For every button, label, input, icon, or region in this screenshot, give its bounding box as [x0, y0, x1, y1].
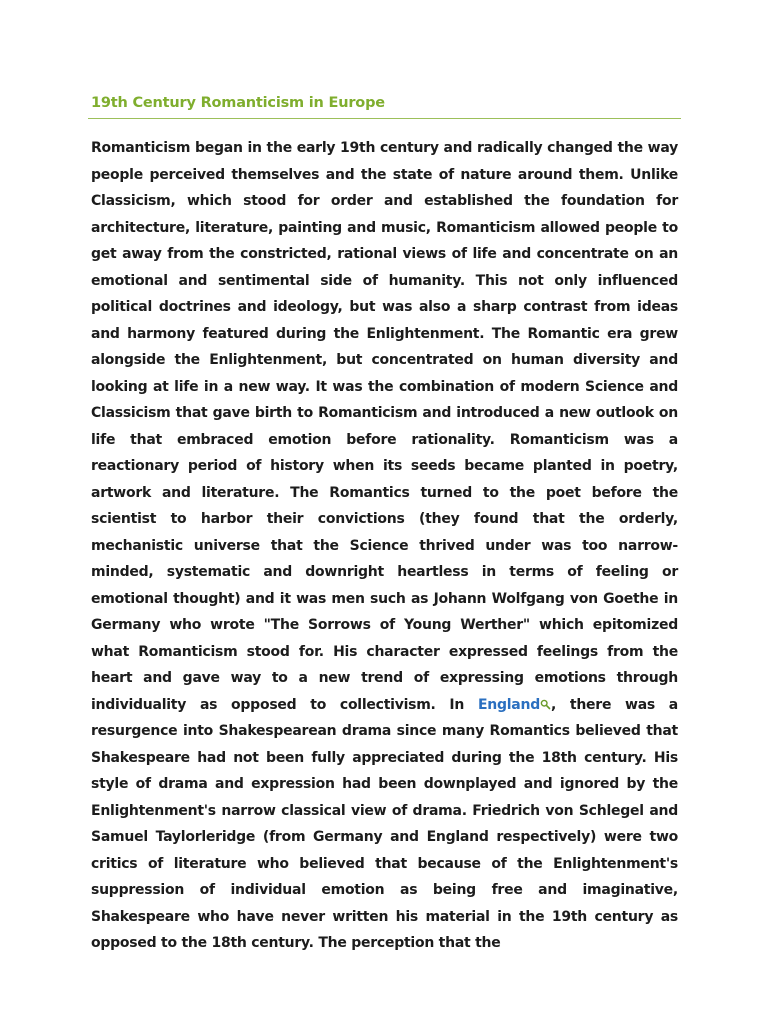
body-paragraph: [91, 135, 678, 957]
search-magnifier-icon[interactable]: [540, 693, 551, 704]
paragraph-text-part-1: Romanticism began in the early 19th century and radically changed the way people perceived themselves and the state of nature around them. Unlike Classicism, which stood for order and established the foundation for architecture, literature, painting and music, Romanticism allowed people to get away from the constricted, rational views of life and concentrate on an emotional and sentimental side of humanity. This not only influenced political doctrines and ideology, but was also a sharp contrast from ideas and harmony featured during the Enlightenment. The Romantic era grew alongside the Enlightenment, but concentrated on human diversity and looking at life in a new way. It was the combination of modern Science and Classicism that gave birth to Romanticism and introduced a new outlook on life that embraced emotion before rationality. Romanticism was a reactionary period of history when its seeds became planted in poetry, artwork and literature. The Romantics turned to the poet before the scientist to harbor their convictions (they found that the orderly, mechanistic universe that the Science thrived under was too narrow-minded, systematic and downright heartless in terms of feeling or emotional thought) and it was men such as Johann Wolfgang von Goethe in Germany who wrote "The Sorrows of Young Werther" which epitomized what Romanticism stood for. His character expressed feelings from the heart and gave way to a new trend of expressing emotions through individuality as opposed to collectivism. In: [91, 140, 678, 713]
paragraph-text-part-2: , there was a resurgence into Shakespearean drama since many Romantics believed that Shakespeare had not been fully appreciated during the 18th century. His style of drama and expression had been downplayed and ignored by the Enlightenment's narrow classical view of drama. Friedrich von Schlegel and Samuel Taylorleridge (from Germany and England respectively) were two critics of literature who believed that because of the Enlightenment's suppression of individual emotion as being free and imaginative, Shakespeare who have never written his material in the 19th century as opposed to the 18th century. The perception that the: [91, 696, 678, 951]
section-heading: 19th Century Romanticism in Europe: [88, 95, 681, 119]
document-page: [91, 95, 678, 957]
england-link-text[interactable]: England: [477, 696, 540, 713]
england-link[interactable]: [478, 697, 551, 713]
